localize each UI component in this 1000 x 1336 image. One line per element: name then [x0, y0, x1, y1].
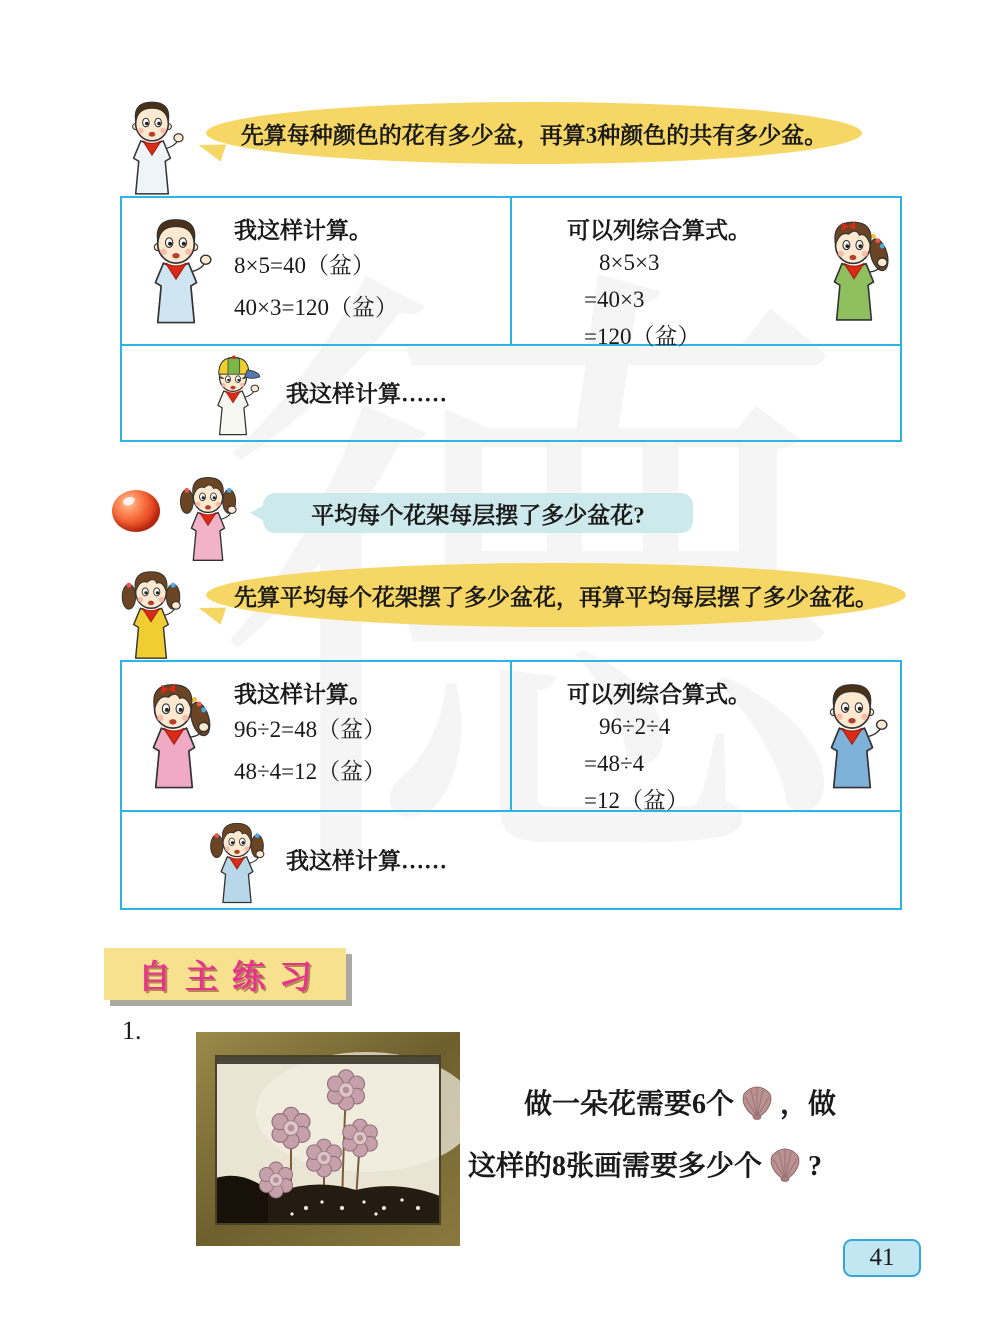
- boy-character-icon: [812, 676, 892, 794]
- table1-left-cell: [122, 198, 512, 344]
- question-text: ?: [808, 1151, 823, 1182]
- shell-flower-picture: [196, 1032, 460, 1246]
- table1-bottom-text: 我这样计算……: [286, 381, 447, 407]
- equation-line: 8×5×3: [599, 250, 660, 275]
- cap-boy-character-icon: [200, 354, 266, 438]
- question-line-2: [468, 1136, 958, 1198]
- red-bead-icon: [112, 490, 160, 532]
- question-text: ，做: [780, 1089, 837, 1120]
- intro-bubble-text: 先算每种颜色的花有多少盆，再算3种颜色的共有多少盆。: [240, 122, 828, 148]
- table2-left-title: 我这样计算。: [234, 682, 372, 707]
- question-line-1: [468, 1074, 958, 1136]
- page-number-badge: 41: [843, 1239, 921, 1277]
- practice-header-banner: [104, 948, 346, 1000]
- table1-bottom-row: [122, 346, 900, 438]
- practice-question: [468, 1074, 958, 1198]
- equation-line: 8×5=40（盆）: [234, 253, 375, 278]
- question-text: 这样的8张画需要多少个: [468, 1151, 763, 1182]
- equation-line: 96÷2÷4: [599, 714, 671, 739]
- girl-character-icon: [202, 818, 272, 906]
- question-bubble-text: 平均每个花架每层摆了多少盆花?: [311, 502, 645, 528]
- bubble-tail: [250, 504, 266, 522]
- table2-bottom-row: [122, 812, 900, 906]
- table2-left-cell: [122, 662, 512, 810]
- shell-icon: [764, 1147, 806, 1183]
- equation-line: 48÷4=12（盆）: [234, 759, 387, 784]
- equation-line: 40×3=120（盆）: [234, 295, 398, 320]
- table2-bottom-text: 我这样计算……: [286, 848, 447, 874]
- girl-character-icon: [108, 566, 194, 662]
- equation-line: =40×3: [584, 287, 645, 312]
- boy-character-icon: [136, 212, 216, 328]
- equation-line: =12（盆）: [584, 788, 689, 813]
- table1-right-cell: [512, 198, 900, 349]
- table1-main-row: [122, 198, 900, 349]
- girl-character-icon: [816, 212, 892, 328]
- question-speech-bubble: [263, 493, 693, 533]
- equation-line: =120（盆）: [584, 324, 701, 349]
- table2-right-title: 可以列综合算式。: [567, 682, 751, 707]
- boy-character-icon: [110, 96, 194, 198]
- shell-icon: [736, 1085, 778, 1121]
- equation-line: 96÷2=48（盆）: [234, 717, 387, 742]
- item-number: 1.: [122, 1016, 142, 1045]
- bubble-tail: [196, 599, 226, 624]
- table1-right-title: 可以列综合算式。: [567, 218, 751, 243]
- calculation-table-2: [120, 660, 902, 910]
- girl-character-icon: [134, 676, 214, 794]
- bubble-tail: [196, 136, 226, 161]
- table1-left-title: 我这样计算。: [234, 218, 372, 243]
- calculation-table-1: [120, 196, 902, 442]
- girl-character-icon: [168, 472, 248, 564]
- question-text: 做一朵花需要6个: [524, 1089, 735, 1120]
- table2-main-row: [122, 662, 900, 812]
- hint-speech-bubble: [206, 563, 906, 627]
- practice-header-text: 自主练习: [138, 957, 326, 995]
- table2-right-cell: [512, 662, 900, 813]
- intro-speech-bubble: [206, 102, 862, 164]
- equation-line: =48÷4: [584, 751, 645, 776]
- hint-bubble-text: 先算平均每个花架摆了多少盆花，再算平均每层摆了多少盆花。: [234, 584, 878, 610]
